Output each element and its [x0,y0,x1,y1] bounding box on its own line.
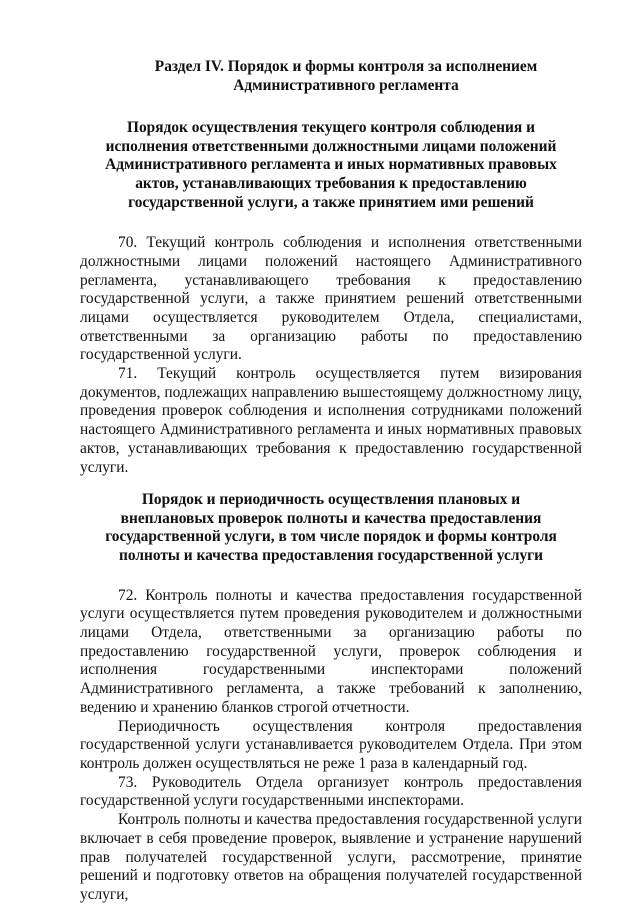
section-heading: Раздел IV. Порядок и формы контроля за исполнением Административного регламента [154,58,538,94]
paragraph-71: 71. Текущий контроль осуществляется путем визирования документов, подлежащих направлению вышестоящему должностному лицу, проведения проверок соблюдения и исполнения сотрудниками положений настоящего Административного регламента и иных нормативных правовых актов, устанавливающих требования к предоставлению государственной услуги. [80,365,582,476]
subheading-current-control: Порядок осуществления текущего контроля соблюдения и исполнения ответственными должностными лицами положений Административного регламента и иных нормативных правовых актов, устанавливающих требования к предоставлению государственной услуги, а также принятием ими решений [105,119,557,211]
subheading-inspections: Порядок и периодичность осуществления плановых и внеплановых проверок полноты и качества предоставления государственной услуги, в том числе порядок и формы контроля полноты и качества предоставления государственной услуги [105,491,557,565]
paragraph-periodicity: Периодичность осуществления контроля предоставления государственной услуги устанавливается руководителем Отдела. При этом контроль должен осуществляться не реже 1 раза в календарный год. [80,717,582,772]
paragraph-control-scope: Контроль полноты и качества предоставления государственной услуги включает в себя проведение проверок, выявление и устранение нарушений прав получателей государственной услуги, рассмотрение, принятие решений и подготовку ответов на обращения получателей государственной услуги, [80,811,582,903]
paragraph-73: 73. Руководитель Отдела организует контроль предоставления государственной услуги государственными инспекторами. [80,773,582,810]
paragraph-72: 72. Контроль полноты и качества предоставления государственной услуги осуществляется путем проведения руководителем и должностными лицами Отдела, ответственными за организацию работы по предоставлению государственной услуги, проверок соблюдения и исполнения государственными инспекторами положений Административного регламента, а также требований к заполнению, ведению и хранению бланков строгой отчетности. [80,586,582,716]
paragraph-70: 70. Текущий контроль соблюдения и исполнения ответственными должностными лицами положений настоящего Административного регламента, устанавливающего требования к предоставлению государственной услуги, а также принятием решений ответственными лицами осуществляется руководителем Отдела, специалистами, ответственными за организацию работы по предоставлению государственной услуги. [80,234,582,364]
